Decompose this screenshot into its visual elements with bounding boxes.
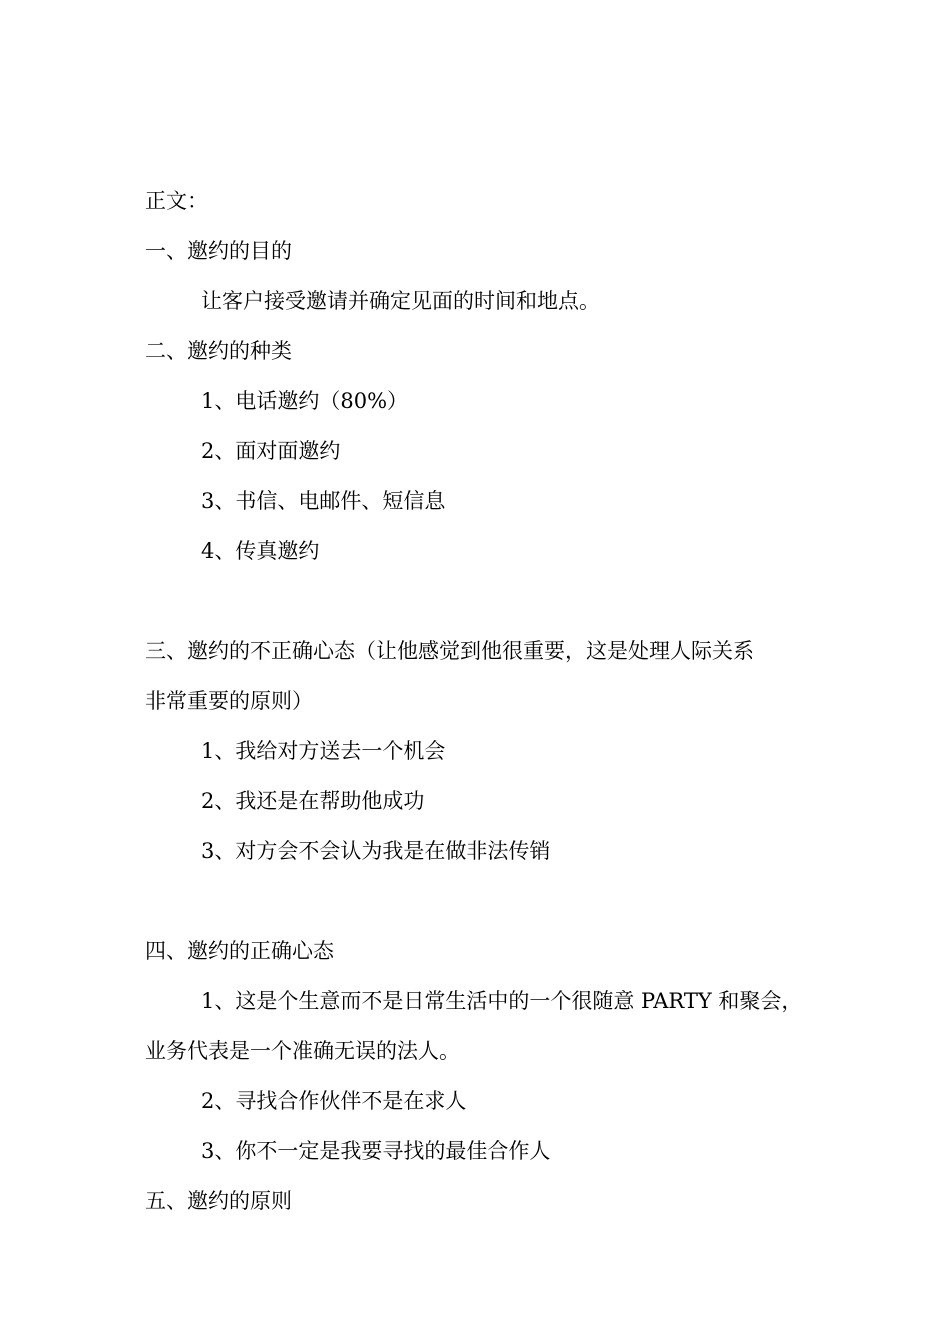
list-item-wrong-1: 1、我给对方送去一个机会 xyxy=(201,739,446,763)
list-item-fax: 4、传真邀约 xyxy=(201,539,320,563)
section-heading-types: 二、邀约的种类 xyxy=(145,339,292,363)
list-item-letters: 3、书信、电邮件、短信息 xyxy=(201,489,446,513)
section-heading-wrong-mindset: 三、邀约的不正确心态（让他感觉到他很重要，这是处理人际关系 xyxy=(145,639,754,663)
list-item-wrong-2: 2、我还是在帮助他成功 xyxy=(201,789,425,813)
list-item-face-to-face: 2、面对面邀约 xyxy=(201,439,341,463)
list-item-phone: 1、电话邀约（80%） xyxy=(201,389,409,413)
section-heading-wrong-mindset-cont: 非常重要的原则） xyxy=(145,689,313,713)
list-item-right-1: 1、这是个生意而不是日常生活中的一个很随意 PARTY 和聚会， xyxy=(201,989,803,1013)
section-heading-right-mindset: 四、邀约的正确心态 xyxy=(145,939,334,963)
blank-line xyxy=(145,876,835,926)
section-heading-principles: 五、邀约的原则 xyxy=(145,1189,292,1213)
list-item-wrong-3: 3、对方会不会认为我是在做非法传销 xyxy=(201,839,551,863)
list-item-right-2: 2、寻找合作伙伴不是在求人 xyxy=(201,1089,467,1113)
paragraph-purpose: 让客户接受邀请并确定见面的时间和地点。 xyxy=(201,289,600,313)
section-heading-purpose: 一、邀约的目的 xyxy=(145,239,292,263)
list-item-right-3: 3、你不一定是我要寻找的最佳合作人 xyxy=(201,1139,551,1163)
document-body xyxy=(145,176,835,1226)
body-label: 正文： xyxy=(145,189,208,213)
blank-line xyxy=(145,576,835,626)
list-item-right-1-cont: 业务代表是一个准确无误的法人。 xyxy=(145,1039,460,1063)
